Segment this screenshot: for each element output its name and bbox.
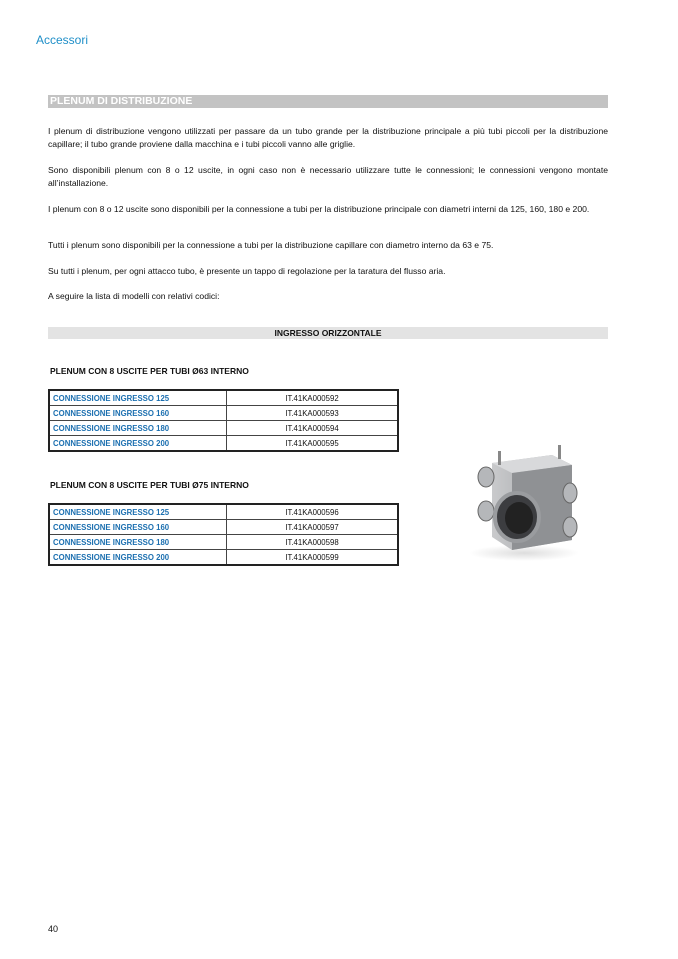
table-row bbox=[49, 436, 398, 452]
paragraph: A seguire la lista di modelli con relativi codici: bbox=[48, 291, 220, 301]
code-cell: IT.41KA000592 bbox=[227, 390, 399, 406]
paragraph: Sono disponibili plenum con 8 o 12 uscite, in ogni caso non è necessario utilizzare tutte le connessioni; le connessioni vengono montate all’installazione. bbox=[48, 165, 608, 188]
table-row bbox=[49, 520, 398, 535]
table-row bbox=[49, 390, 398, 406]
code-cell: IT.41KA000599 bbox=[227, 550, 399, 566]
section-title: PLENUM DI DISTRIBUZIONE bbox=[48, 95, 608, 108]
subheader: INGRESSO ORIZZONTALE bbox=[48, 327, 608, 339]
table-row bbox=[49, 550, 398, 566]
paragraph: I plenum con 8 o 12 uscite sono disponibili per la connessione a tubi per la distribuzione principale con diametri interni da 125, 160, 180 e 200. bbox=[48, 204, 590, 214]
model-cell: CONNESSIONE INGRESSO 125 bbox=[49, 504, 227, 520]
table-row bbox=[49, 406, 398, 421]
code-cell: IT.41KA000594 bbox=[227, 421, 399, 436]
paragraph: Tutti i plenum sono disponibili per la connessione a tubi per la distribuzione capillare con diametro interno da 63 e 75. bbox=[48, 240, 494, 250]
codes-table-63 bbox=[48, 389, 399, 452]
code-cell: IT.41KA000597 bbox=[227, 520, 399, 535]
model-cell: CONNESSIONE INGRESSO 200 bbox=[49, 550, 227, 566]
model-cell: CONNESSIONE INGRESSO 180 bbox=[49, 421, 227, 436]
code-cell: IT.41KA000595 bbox=[227, 436, 399, 452]
table-heading: PLENUM CON 8 USCITE PER TUBI Ø75 INTERNO bbox=[50, 480, 249, 490]
page-number: 40 bbox=[48, 924, 59, 934]
model-cell: CONNESSIONE INGRESSO 180 bbox=[49, 535, 227, 550]
model-cell: CONNESSIONE INGRESSO 200 bbox=[49, 436, 227, 452]
model-cell: CONNESSIONE INGRESSO 160 bbox=[49, 520, 227, 535]
code-cell: IT.41KA000593 bbox=[227, 406, 399, 421]
table-row bbox=[49, 421, 398, 436]
codes-table-75 bbox=[48, 503, 399, 566]
paragraph: Su tutti i plenum, per ogni attacco tubo, è presente un tappo di regolazione per la taratura del flusso aria. bbox=[48, 266, 446, 276]
table-row bbox=[49, 504, 398, 520]
code-cell: IT.41KA000598 bbox=[227, 535, 399, 550]
table-heading: PLENUM CON 8 USCITE PER TUBI Ø63 INTERNO bbox=[50, 366, 249, 376]
plenum-product-image bbox=[462, 445, 587, 563]
model-cell: CONNESSIONE INGRESSO 160 bbox=[49, 406, 227, 421]
code-cell: IT.41KA000596 bbox=[227, 504, 399, 520]
model-cell: CONNESSIONE INGRESSO 125 bbox=[49, 390, 227, 406]
paragraph: I plenum di distribuzione vengono utilizzati per passare da un tubo grande per la distribuzione principale a più tubi piccoli per la distribuzione capillare; il tubo grande proviene dalla macchina e i tubi piccoli vanno alle griglie. bbox=[48, 126, 608, 149]
table-row bbox=[49, 535, 398, 550]
section-label: Accessori bbox=[36, 33, 89, 47]
